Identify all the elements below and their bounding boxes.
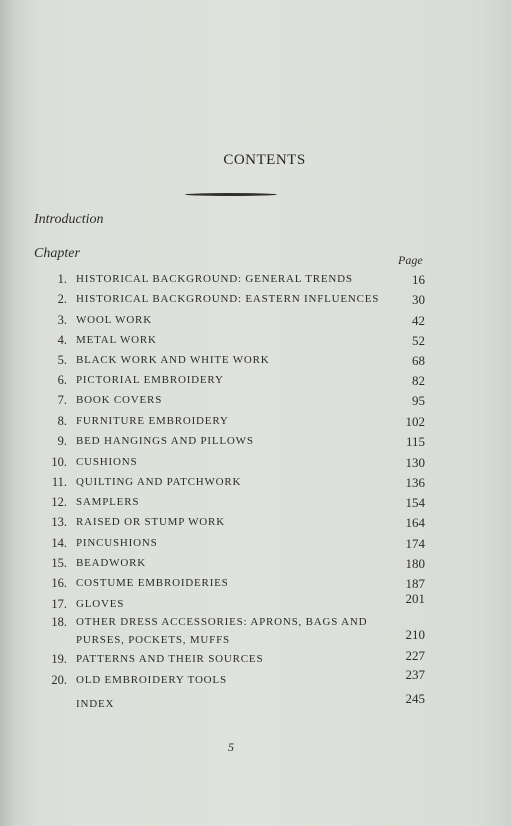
toc-number: 18. [51,615,67,629]
toc-entry [0,292,511,312]
toc-title: GLOVES [76,598,125,610]
toc-title: FURNITURE EMBROIDERY [76,415,229,427]
toc-title: OTHER DRESS ACCESSORIES: APRONS, BAGS AND [76,616,368,628]
toc-title: QUILTING AND PATCHWORK [76,476,242,488]
toc-entry [0,272,511,292]
page-title: CONTENTS [223,152,306,168]
toc-title: HISTORICAL BACKGROUND: EASTERN INFLUENCES [76,293,380,305]
toc-page: 42 [412,313,425,328]
toc-page: 201 [405,591,425,606]
toc-number: 6. [57,373,67,387]
toc-number: 12. [51,495,67,509]
toc-title: OLD EMBROIDERY TOOLS [76,674,227,686]
toc-page: 174 [405,536,425,551]
toc-entry [0,536,511,556]
toc-entry [0,455,511,475]
toc-page: 245 [405,691,425,706]
toc-page: 102 [405,414,425,429]
toc-entry [0,495,511,515]
toc-number: 16. [51,576,67,590]
toc-number: 19. [51,652,67,666]
toc-entry [0,333,511,353]
toc-page: 136 [405,475,425,490]
toc-number: 8. [57,414,67,428]
toc-entry [0,591,511,617]
toc-entry [0,414,511,434]
toc-page: 187 [405,576,425,591]
toc-entry [0,691,511,717]
toc-entry [0,353,511,373]
toc-entry [0,434,511,454]
toc-number: 17. [51,597,67,611]
toc-title: BED HANGINGS AND PILLOWS [76,435,254,447]
toc-page: 115 [405,434,425,449]
toc-title: BEADWORK [76,557,146,569]
toc-page: 227 [405,648,425,663]
toc-title: RAISED OR STUMP WORK [76,516,225,528]
toc-page: 52 [412,333,425,348]
toc-entry [0,576,511,596]
toc-title: HISTORICAL BACKGROUND: GENERAL TRENDS [76,273,353,285]
toc-page: 82 [412,373,425,388]
chapter-column-heading: Chapter [34,246,80,261]
toc-page: 210 [405,627,425,642]
toc-number: 9. [57,434,67,448]
toc-page: 16 [412,272,425,287]
page-column-heading: Page [398,253,423,267]
toc-entry [0,373,511,393]
toc-title: COSTUME EMBROIDERIES [76,577,229,589]
toc-page: 95 [412,393,425,408]
title-rule [185,193,277,196]
toc-title: PINCUSHIONS [76,537,158,549]
toc-title: BLACK WORK AND WHITE WORK [76,354,270,366]
toc-entry [0,313,511,333]
toc-title: INDEX [76,698,115,710]
toc-number: 20. [51,673,67,687]
toc-number: 15. [51,556,67,570]
toc-title-continued: PURSES, POCKETS, MUFFS [76,634,230,646]
toc-number: 10. [51,455,67,469]
toc-entry [0,475,511,495]
toc-number: 1. [57,272,67,286]
toc-title: PATTERNS AND THEIR SOURCES [76,653,264,665]
toc-title: METAL WORK [76,334,157,346]
page-folio: 5 [228,740,234,754]
toc-entry [0,393,511,413]
toc-page: 68 [412,353,425,368]
toc-page: 237 [405,667,425,682]
toc-title: CUSHIONS [76,456,138,468]
toc-number: 3. [57,313,67,327]
toc-page: 30 [412,292,425,307]
toc-entry [0,515,511,535]
toc-page: 130 [405,455,425,470]
toc-number: 5. [57,353,67,367]
toc-title: BOOK COVERS [76,394,163,406]
toc-title: SAMPLERS [76,496,140,508]
toc-entry [0,648,511,672]
toc-number: 2. [57,292,67,306]
toc-number: 13. [51,515,67,529]
toc-title: WOOL WORK [76,314,152,326]
toc-title: PICTORIAL EMBROIDERY [76,374,224,386]
toc-entry [0,615,511,653]
toc-entry [0,667,511,693]
toc-page: 154 [405,495,425,510]
toc-number: 4. [57,333,67,347]
toc-number: 14. [51,536,67,550]
toc-page: 180 [405,556,425,571]
toc-number: 7. [57,393,67,407]
introduction-heading: Introduction [34,212,104,227]
toc-page: 164 [405,515,425,530]
toc-entry [0,556,511,576]
toc-number: 11. [51,475,67,489]
